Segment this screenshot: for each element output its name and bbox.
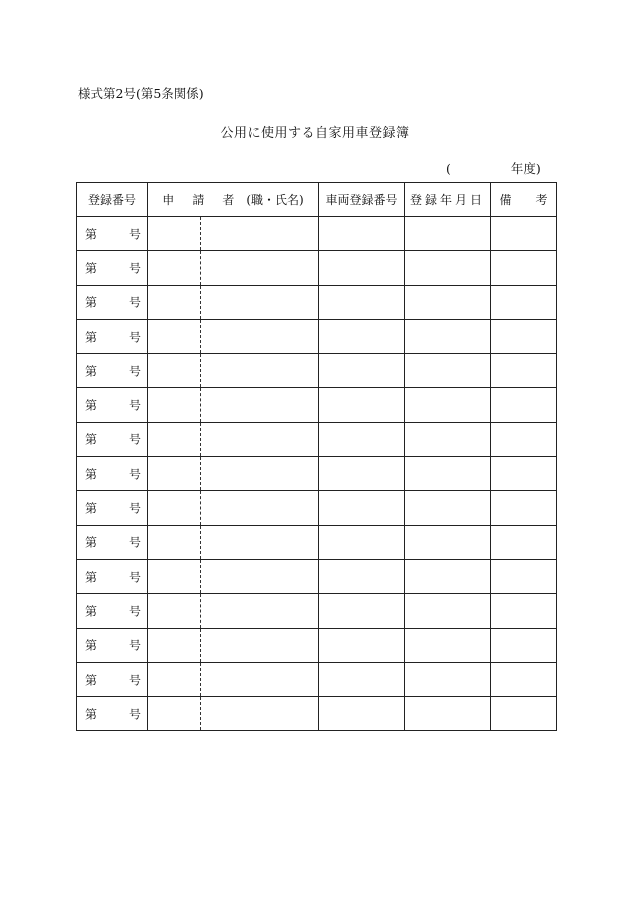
vehicle-number-cell[interactable] xyxy=(319,319,405,353)
table-row xyxy=(77,422,557,456)
applicant-name-cell[interactable] xyxy=(201,559,319,593)
registration-number-cell[interactable] xyxy=(77,285,148,319)
number-suffix: 号 xyxy=(128,364,141,379)
applicant-position-cell[interactable] xyxy=(148,251,201,285)
registration-date-cell[interactable] xyxy=(405,422,491,456)
registration-number-cell[interactable] xyxy=(77,697,148,731)
applicant-position-cell[interactable] xyxy=(148,388,201,422)
number-suffix: 号 xyxy=(128,501,141,516)
applicant-name-cell[interactable] xyxy=(201,422,319,456)
vehicle-number-cell[interactable] xyxy=(319,285,405,319)
remarks-cell[interactable] xyxy=(491,594,557,628)
number-suffix: 号 xyxy=(128,604,141,619)
applicant-position-cell[interactable] xyxy=(148,559,201,593)
number-prefix: 第 xyxy=(85,227,98,242)
table-row xyxy=(77,662,557,696)
registration-date-cell[interactable] xyxy=(405,354,491,388)
applicant-position-cell[interactable] xyxy=(148,319,201,353)
number-prefix: 第 xyxy=(85,673,98,687)
header-remarks xyxy=(491,183,557,217)
table-row xyxy=(77,628,557,662)
applicant-name-cell[interactable] xyxy=(201,285,319,319)
table-row xyxy=(77,697,557,731)
header-registration-number: 登録番号 xyxy=(77,183,148,217)
remarks-cell[interactable] xyxy=(491,662,557,696)
header-remarks-char-2: 考 xyxy=(535,193,548,207)
header-vehicle-number: 車両登録番号 xyxy=(319,183,405,217)
applicant-name-cell[interactable] xyxy=(201,217,319,251)
remarks-cell[interactable] xyxy=(491,388,557,422)
number-suffix: 号 xyxy=(128,295,141,310)
applicant-name-cell[interactable] xyxy=(201,594,319,628)
number-prefix: 第 xyxy=(85,535,98,550)
registration-number-cell[interactable] xyxy=(77,388,148,422)
table-row xyxy=(77,251,557,285)
vehicle-number-cell[interactable] xyxy=(319,422,405,456)
remarks-cell[interactable] xyxy=(491,491,557,525)
header-registration-date: 登録年月日 xyxy=(405,183,491,217)
applicant-position-cell[interactable] xyxy=(148,285,201,319)
number-prefix: 第 xyxy=(85,638,98,653)
registration-number-cell[interactable] xyxy=(77,422,148,456)
vehicle-number-cell[interactable] xyxy=(319,662,405,696)
table-row xyxy=(77,285,557,319)
registration-number-cell[interactable] xyxy=(77,251,148,285)
registration-number-cell[interactable] xyxy=(77,525,148,559)
number-suffix: 号 xyxy=(128,261,141,276)
registration-date-cell[interactable] xyxy=(405,525,491,559)
applicant-position-cell[interactable] xyxy=(148,525,201,559)
number-suffix: 号 xyxy=(128,707,141,722)
vehicle-number-cell[interactable] xyxy=(319,354,405,388)
applicant-name-cell[interactable] xyxy=(201,697,319,731)
registration-date-cell[interactable] xyxy=(405,559,491,593)
registration-date-cell[interactable] xyxy=(405,662,491,696)
applicant-name-cell[interactable] xyxy=(201,525,319,559)
number-suffix: 号 xyxy=(128,227,141,242)
applicant-name-cell[interactable] xyxy=(201,662,319,696)
remarks-cell[interactable] xyxy=(491,319,557,353)
header-applicant-detail: (職・氏名) xyxy=(246,193,304,207)
registration-date-cell[interactable] xyxy=(405,628,491,662)
remarks-cell[interactable] xyxy=(491,628,557,662)
number-prefix: 第 xyxy=(85,467,98,482)
number-suffix: 号 xyxy=(128,330,141,345)
registration-date-cell[interactable] xyxy=(405,697,491,731)
table-row xyxy=(77,354,557,388)
fiscal-year xyxy=(446,159,541,177)
number-suffix: 号 xyxy=(128,570,141,585)
number-suffix: 号 xyxy=(128,638,141,653)
registration-date-cell[interactable] xyxy=(405,319,491,353)
registration-number-cell[interactable] xyxy=(77,628,148,662)
vehicle-number-cell[interactable] xyxy=(319,388,405,422)
applicant-position-cell[interactable] xyxy=(148,422,201,456)
number-suffix: 号 xyxy=(128,398,141,413)
table-row xyxy=(77,525,557,559)
registration-number-cell[interactable] xyxy=(77,594,148,628)
vehicle-number-cell[interactable] xyxy=(319,457,405,491)
applicant-position-cell[interactable] xyxy=(148,594,201,628)
number-suffix: 号 xyxy=(128,467,141,482)
year-label: 年度) xyxy=(510,161,541,176)
vehicle-number-cell[interactable] xyxy=(319,217,405,251)
registration-table xyxy=(76,182,557,731)
registration-number-cell[interactable] xyxy=(77,491,148,525)
registration-number-cell[interactable] xyxy=(77,559,148,593)
applicant-name-cell[interactable] xyxy=(201,491,319,525)
table-row xyxy=(77,594,557,628)
table-row xyxy=(77,559,557,593)
table-row xyxy=(77,491,557,525)
registration-date-cell[interactable] xyxy=(405,491,491,525)
vehicle-number-cell[interactable] xyxy=(319,491,405,525)
remarks-cell[interactable] xyxy=(491,422,557,456)
registration-number-cell[interactable] xyxy=(77,217,148,251)
applicant-position-cell[interactable] xyxy=(148,628,201,662)
applicant-position-cell[interactable] xyxy=(148,217,201,251)
registration-date-cell[interactable] xyxy=(405,251,491,285)
vehicle-number-cell[interactable] xyxy=(319,559,405,593)
applicant-name-cell[interactable] xyxy=(201,457,319,491)
vehicle-number-cell[interactable] xyxy=(319,525,405,559)
number-prefix: 第 xyxy=(85,295,98,310)
header-applicant-char-3: 者 xyxy=(222,193,235,207)
year-open-paren: ( xyxy=(446,161,451,176)
registration-date-cell[interactable] xyxy=(405,285,491,319)
table-body xyxy=(77,217,557,731)
table-header-row xyxy=(77,183,557,217)
number-prefix: 第 xyxy=(85,330,98,345)
vehicle-number-cell[interactable] xyxy=(319,628,405,662)
applicant-position-cell[interactable] xyxy=(148,697,201,731)
remarks-cell[interactable] xyxy=(491,217,557,251)
header-remarks-char-1: 備 xyxy=(499,193,512,207)
applicant-position-cell[interactable] xyxy=(148,662,201,696)
document-title: 公用に使用する自家用車登録簿 xyxy=(220,126,410,141)
vehicle-number-cell[interactable] xyxy=(319,594,405,628)
applicant-name-cell[interactable] xyxy=(201,251,319,285)
registration-number-cell[interactable] xyxy=(77,319,148,353)
header-applicant-char-1: 申 xyxy=(162,193,175,207)
registration-date-cell[interactable] xyxy=(405,594,491,628)
number-suffix: 号 xyxy=(128,432,141,447)
number-prefix: 第 xyxy=(85,261,98,276)
applicant-name-cell[interactable] xyxy=(201,319,319,353)
applicant-position-cell[interactable] xyxy=(148,457,201,491)
number-prefix: 第 xyxy=(85,364,98,379)
registration-date-cell[interactable] xyxy=(405,388,491,422)
registration-number-cell[interactable] xyxy=(77,354,148,388)
applicant-name-cell[interactable] xyxy=(201,388,319,422)
applicant-name-cell[interactable] xyxy=(201,354,319,388)
table-row xyxy=(77,388,557,422)
table-row xyxy=(77,217,557,251)
registration-date-cell[interactable] xyxy=(405,217,491,251)
number-suffix: 号 xyxy=(128,535,141,550)
number-prefix: 第 xyxy=(85,570,98,585)
table-row xyxy=(77,457,557,491)
number-suffix: 号 xyxy=(128,673,141,687)
number-prefix: 第 xyxy=(85,707,98,722)
remarks-cell[interactable] xyxy=(491,697,557,731)
registration-number-cell[interactable] xyxy=(77,662,148,696)
remarks-cell[interactable] xyxy=(491,354,557,388)
header-applicant xyxy=(148,183,319,217)
form-number: 様式第2号(第5条関係) xyxy=(78,86,204,101)
number-prefix: 第 xyxy=(85,398,98,413)
vehicle-number-cell[interactable] xyxy=(319,251,405,285)
remarks-cell[interactable] xyxy=(491,285,557,319)
header-applicant-char-2: 請 xyxy=(192,193,205,207)
registration-number-cell[interactable] xyxy=(77,457,148,491)
remarks-cell[interactable] xyxy=(491,559,557,593)
number-prefix: 第 xyxy=(85,501,98,516)
applicant-position-cell[interactable] xyxy=(148,491,201,525)
number-prefix: 第 xyxy=(85,432,98,447)
vehicle-number-cell[interactable] xyxy=(319,697,405,731)
registration-date-cell[interactable] xyxy=(405,457,491,491)
remarks-cell[interactable] xyxy=(491,251,557,285)
applicant-name-cell[interactable] xyxy=(201,628,319,662)
remarks-cell[interactable] xyxy=(491,525,557,559)
remarks-cell[interactable] xyxy=(491,457,557,491)
number-prefix: 第 xyxy=(85,604,98,619)
table-row xyxy=(77,319,557,353)
applicant-position-cell[interactable] xyxy=(148,354,201,388)
